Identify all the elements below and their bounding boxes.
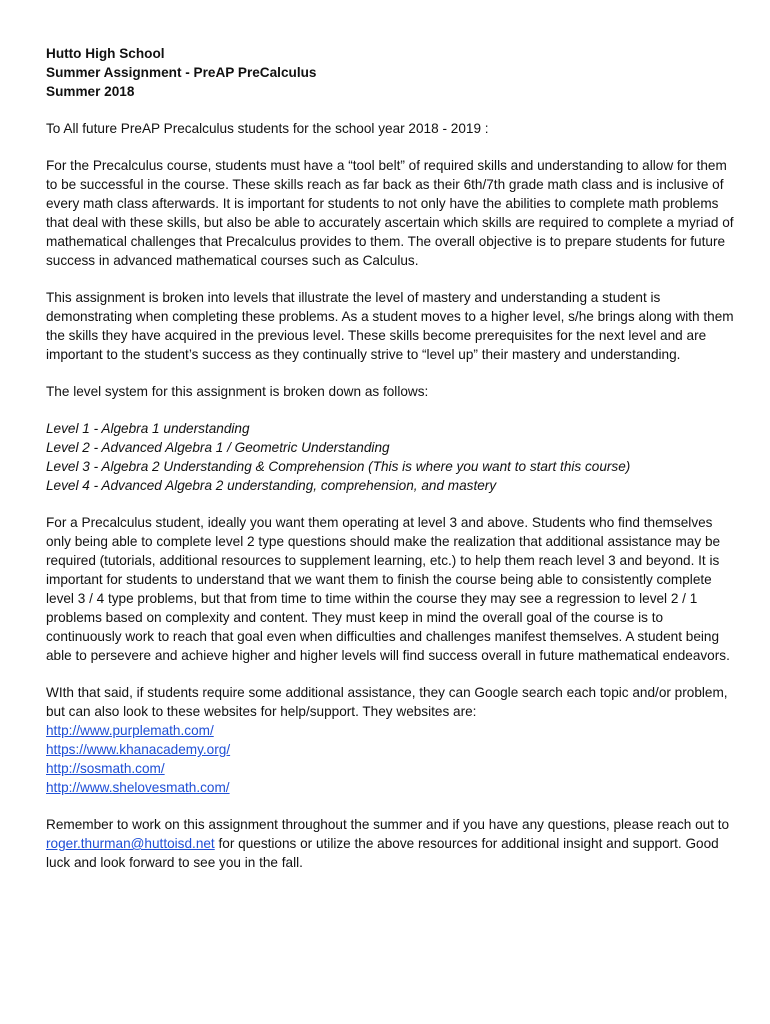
link-sosmath[interactable]: http://sosmath.com/	[46, 761, 165, 776]
levels-intro: The level system for this assignment is broken down as follows:	[46, 384, 429, 399]
level-item-4: Level 4 - Advanced Algebra 2 understanding, comprehension, and mastery	[46, 478, 497, 493]
term-label: Summer 2018	[46, 84, 135, 99]
paragraph-tool-belt: For the Precalculus course, students must have a “tool belt” of required skills and understanding to allow for them to be successful in the course. These skills reach as far back as their 6th/7th grade math class and is inclusive of every math class afterwards. It is important for students to not only have the abilities to complete math problems that deal with these skills, but also be able to accurately ascertain which skills are required to complete a myriad of mathematical challenges that Precalculus provides to them. The overall objective is to prepare students for future success in advanced mathematical courses such as Calculus.	[46, 158, 734, 268]
document-header	[46, 44, 736, 101]
closing-text-before: Remember to work on this assignment throughout the summer and if you have any questions, please reach out to	[46, 817, 730, 832]
level-item-2: Level 2 - Advanced Algebra 1 / Geometric Understanding	[46, 440, 390, 455]
link-khanacademy[interactable]: https://www.khanacademy.org/	[46, 742, 231, 757]
paragraph-resources: WIth that said, if students require some additional assistance, they can Google search each topic and/or problem, but can also look to these websites for help/support. They websites are:	[46, 685, 728, 719]
resource-links	[46, 721, 736, 797]
email-link[interactable]: roger.thurman@huttoisd.net	[46, 836, 215, 851]
paragraph-levels-explanation: This assignment is broken into levels that illustrate the level of mastery and understanding a student is demonstrating when completing these problems. As a student moves to a higher level, s/he brings along with them the skills they have acquired in the previous level. These skills become prerequisites for the next level and are important to the student’s success as they continually strive to “level up” their mastery and understanding.	[46, 290, 734, 362]
paragraph-level-goals: For a Precalculus student, ideally you want them operating at level 3 and above. Students who find themselves only being able to complete level 2 type questions should make the realization that additional assistance may be required (tutorials, additional resources to supplement learning, etc.) to help them reach level 3 and beyond. It is important for students to understand that we want them to finish the course being able to consistently complete level 3 / 4 type problems, but that from time to time within the course they may see a regression to level 2 / 1 problems based on complexity and content. They must keep in mind the overall goal of the course is to continuously work to reach that goal even when difficulties and challenges manifest themselves. A student being able to persevere and achieve higher and higher levels will find success overall in future mathematical endeavors.	[46, 515, 730, 663]
document-page	[46, 44, 736, 890]
assignment-title: Summer Assignment - PreAP PreCalculus	[46, 65, 317, 80]
link-shelovesmath[interactable]: http://www.shelovesmath.com/	[46, 780, 230, 795]
levels-list	[46, 419, 736, 495]
link-purplemath[interactable]: http://www.purplemath.com/	[46, 723, 214, 738]
closing-text-after: for questions or utilize the above resources for additional insight and support. Good luck and look forward to see you in the fall.	[46, 836, 719, 870]
school-name: Hutto High School	[46, 46, 165, 61]
level-item-1: Level 1 - Algebra 1 understanding	[46, 421, 250, 436]
intro-line: To All future PreAP Precalculus students for the school year 2018 - 2019 :	[46, 121, 489, 136]
level-item-3: Level 3 - Algebra 2 Understanding & Comprehension (This is where you want to start this course)	[46, 459, 631, 474]
closing-paragraph	[46, 815, 736, 872]
